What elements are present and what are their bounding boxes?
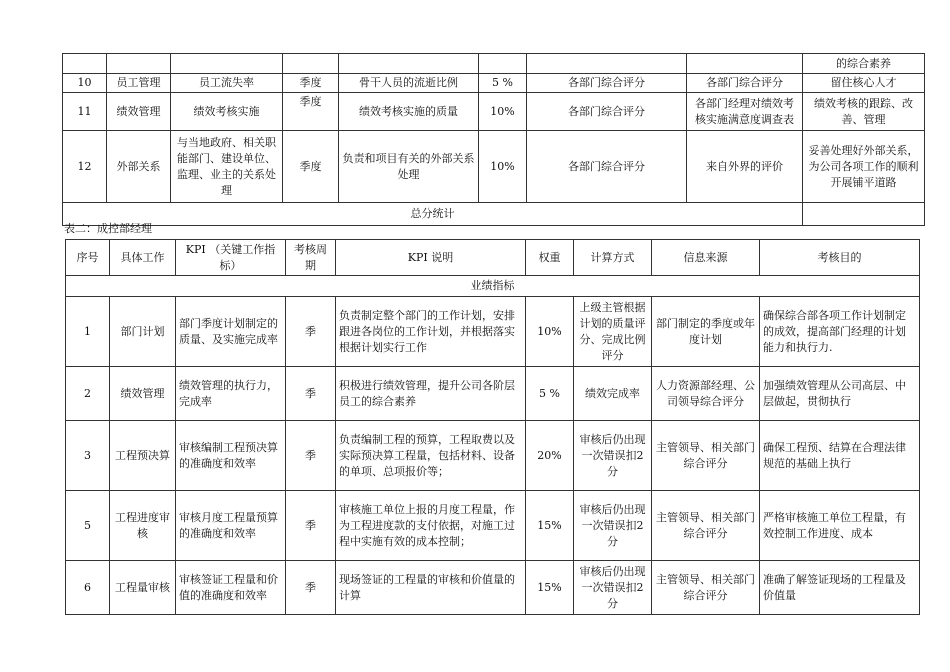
- cell-kpi: 审核编制工程预决算的准确度和效率: [176, 421, 286, 491]
- header-calc: 计算方式: [574, 240, 652, 276]
- cell-purpose: 确保工程预、结算在合理法律规范的基础上执行: [760, 421, 920, 491]
- cell-kpi: 员工流失率: [171, 74, 283, 93]
- cell-item: 外部关系: [107, 131, 171, 203]
- section-caption: 表二：成控部经理: [64, 222, 152, 235]
- cell-no: 3: [66, 421, 110, 491]
- cell-item: 员工管理: [107, 74, 171, 93]
- table-row: [66, 561, 920, 615]
- cell-source: 各部门综合评分: [687, 74, 803, 93]
- table-row: [63, 74, 925, 93]
- header-purpose: 考核目的: [760, 240, 920, 276]
- cell-period: 季: [286, 297, 336, 367]
- cell-source: 主管领导、相关部门综合评分: [652, 491, 760, 561]
- cell-kpi: 部门季度计划制定的质量、及实施完成率: [176, 297, 286, 367]
- cell-no: 12: [63, 131, 107, 203]
- cell-desc: 骨干人员的流逝比例: [339, 74, 479, 93]
- table-row: [63, 131, 925, 203]
- table-row: [66, 491, 920, 561]
- table-row: [66, 367, 920, 421]
- header-desc: KPI 说明: [336, 240, 526, 276]
- total-label: 总分统计: [63, 203, 803, 226]
- cell-weight: 5 %: [479, 74, 527, 93]
- header-item: 具体工作: [110, 240, 176, 276]
- cell-kpi: 审核签证工程量和价值的准确度和效率: [176, 561, 286, 615]
- cell: [107, 54, 171, 74]
- cell-desc: 负责和项目有关的外部关系处理: [339, 131, 479, 203]
- cell-period: 季度: [283, 74, 339, 93]
- cell: [687, 54, 803, 74]
- table-continued: [62, 53, 925, 226]
- cell-purpose: 严格审核施工单位工程量，有效控制工作进度、成本: [760, 491, 920, 561]
- cell-no: 5: [66, 491, 110, 561]
- cell: [339, 54, 479, 74]
- cell-purpose: 确保综合部各项工作计划制定的成效，提高部门经理的计划能力和执行力.: [760, 297, 920, 367]
- table-row: [63, 93, 925, 131]
- cell-source: 各部门经理对绩效考核实施满意度调查表: [687, 93, 803, 131]
- cell-desc: 审核施工单位上报的月度工程量，作为工程进度款的支付依据，对施工过程中实施有效的成本控制；: [336, 491, 526, 561]
- cell-weight: 10%: [479, 93, 527, 131]
- cell-source: 主管领导、相关部门综合评分: [652, 561, 760, 615]
- cell-purpose: 留住核心人才: [803, 74, 925, 93]
- cell-period: 季: [286, 561, 336, 615]
- cell-kpi: 审核月度工程量预算的准确度和效率: [176, 491, 286, 561]
- table-row: [66, 421, 920, 491]
- table-row: [63, 54, 925, 74]
- cell-period: 季: [286, 491, 336, 561]
- header-source: 信息来源: [652, 240, 760, 276]
- cell-period: 季度: [283, 131, 339, 203]
- cell-source: 主管领导、相关部门综合评分: [652, 421, 760, 491]
- cell: [527, 54, 687, 74]
- cell-weight: 15%: [526, 491, 574, 561]
- cell-desc: 负责制定整个部门的工作计划，安排跟进各岗位的工作计划，并根据落实根据计划实行工作: [336, 297, 526, 367]
- cell-source: 部门制定的季度或年度计划: [652, 297, 760, 367]
- header-weight: 权重: [526, 240, 574, 276]
- cell-calc: 各部门综合评分: [527, 93, 687, 131]
- table-row: [66, 297, 920, 367]
- kpi-table: [65, 239, 920, 615]
- header-period: 考核周期: [286, 240, 336, 276]
- cell-desc: 绩效考核实施的质量: [339, 93, 479, 131]
- cell-period: 季度: [283, 93, 339, 131]
- cell-kpi: 绩效考核实施: [171, 93, 283, 131]
- cell-kpi: 绩效管理的执行力，完成率: [176, 367, 286, 421]
- section-label: 业绩指标: [66, 276, 920, 297]
- cell-item: 部门计划: [110, 297, 176, 367]
- cell-source: 来自外界的评价: [687, 131, 803, 203]
- cell-calc: 各部门综合评分: [527, 74, 687, 93]
- cell: [63, 54, 107, 74]
- total-value: [803, 203, 925, 226]
- header-no: 序号: [66, 240, 110, 276]
- table-header: [66, 240, 920, 276]
- cell-desc: 积极进行绩效管理，提升公司各阶层员工的综合素养: [336, 367, 526, 421]
- cell-no: 1: [66, 297, 110, 367]
- cell-no: 11: [63, 93, 107, 131]
- cell-no: 6: [66, 561, 110, 615]
- cell-purpose: 妥善处理好外部关系，为公司各项工作的顺利开展铺平道路: [803, 131, 925, 203]
- cell-calc: 上级主管根据计划的质量评分、完成比例评分: [574, 297, 652, 367]
- cell-purpose: 加强绩效管理从公司高层、中层做起，贯彻执行: [760, 367, 920, 421]
- cell-item: 绩效管理: [110, 367, 176, 421]
- section-row: [66, 276, 920, 297]
- cell-calc: 绩效完成率: [574, 367, 652, 421]
- header-kpi: KPI （关键工作指标）: [176, 240, 286, 276]
- cell-weight: 20%: [526, 421, 574, 491]
- cell-calc: 审核后仍出现一次错误扣2 分: [574, 491, 652, 561]
- cell: [283, 54, 339, 74]
- cell-desc: 负责编制工程的预算，工程取费以及实际预决算工程量，包括材料、设备的单项、总项报价等；: [336, 421, 526, 491]
- cell-source: 人力资源部经理、公司领导综合评分: [652, 367, 760, 421]
- cell-no: 10: [63, 74, 107, 93]
- cell-item: 工程量审核: [110, 561, 176, 615]
- cell-calc: 审核后仍出现一次错误扣2 分: [574, 421, 652, 491]
- cell-calc: 审核后仍出现一次错误扣2 分: [574, 561, 652, 615]
- cell: [479, 54, 527, 74]
- cell-kpi: 与当地政府、相关职能部门、建设单位、监理、业主的关系处理: [171, 131, 283, 203]
- cell-weight: 15%: [526, 561, 574, 615]
- cell-weight: 10%: [526, 297, 574, 367]
- cell-period: 季: [286, 367, 336, 421]
- cell-weight: 5 %: [526, 367, 574, 421]
- cell-period: 季: [286, 421, 336, 491]
- cell-desc: 现场签证的工程量的审核和价值量的计算: [336, 561, 526, 615]
- cell-purpose: 的综合素养: [803, 54, 925, 74]
- cell-no: 2: [66, 367, 110, 421]
- cell-item: 绩效管理: [107, 93, 171, 131]
- cell-item: 工程进度审核: [110, 491, 176, 561]
- cell-calc: 各部门综合评分: [527, 131, 687, 203]
- cell: [171, 54, 283, 74]
- cell-purpose: 绩效考核的跟踪、改善、管理: [803, 93, 925, 131]
- table-row-total: [63, 203, 925, 226]
- cell-item: 工程预决算: [110, 421, 176, 491]
- cell-purpose: 准确了解签证现场的工程量及价值量: [760, 561, 920, 615]
- cell-weight: 10%: [479, 131, 527, 203]
